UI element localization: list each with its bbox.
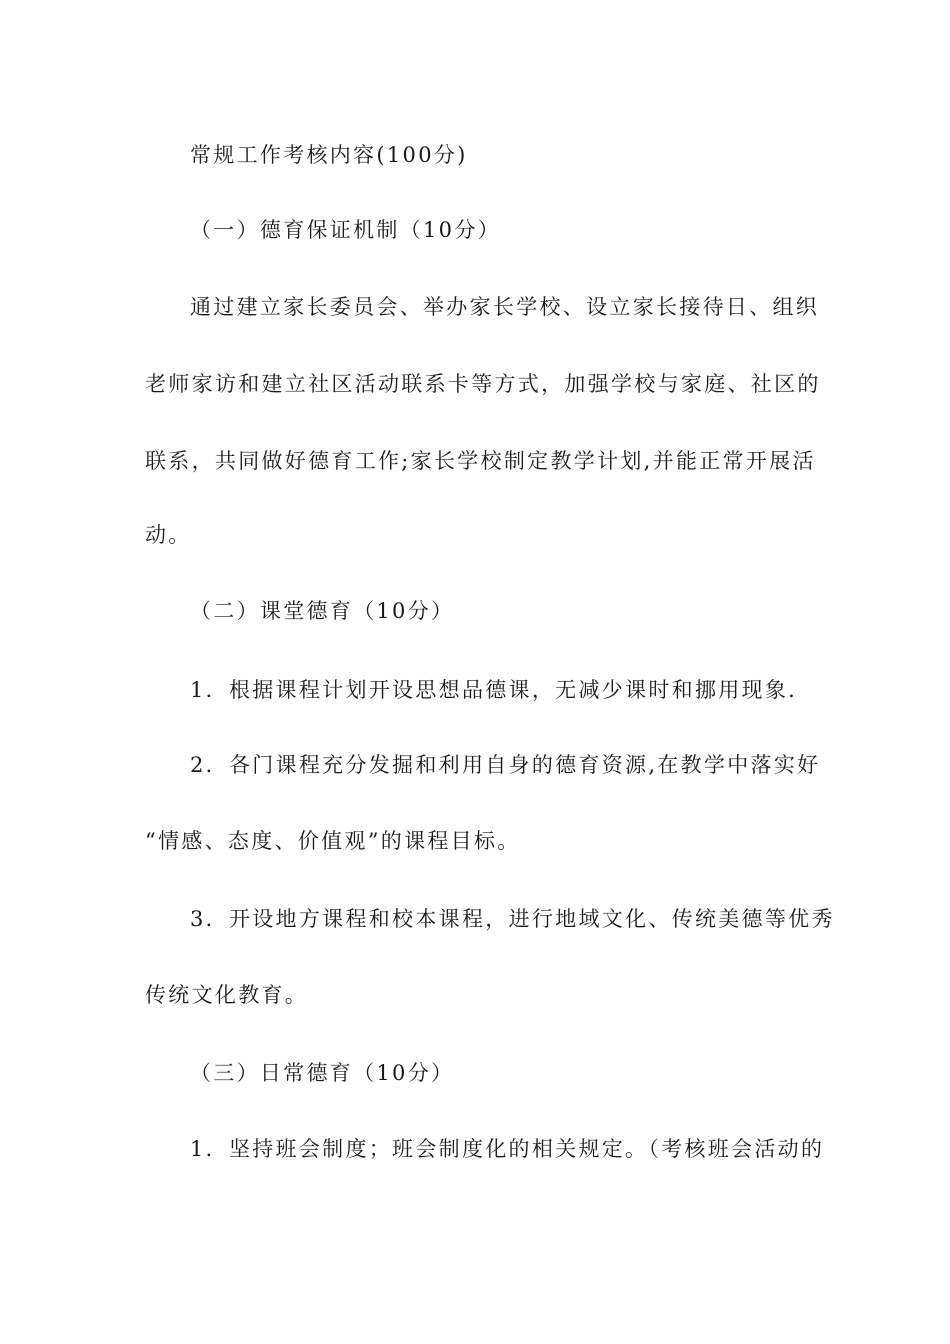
doc-heading: 常规工作考核内容(100分) [190, 143, 468, 167]
paragraph-line: 动。 [145, 523, 192, 547]
paragraph-line: 老师家访和建立社区活动联系卡等方式，加强学校与家庭、社区的 [145, 372, 821, 396]
section-heading-3: （三）日常德育（10分） [190, 1061, 455, 1085]
paragraph-line: 通过建立家长委员会、举办家长学校、设立家长接待日、组织 [190, 295, 820, 319]
list-item: 3．开设地方课程和校本课程，进行地域文化、传统美德等优秀 [190, 907, 835, 931]
paragraph-line: 传统文化教育。 [145, 983, 309, 1007]
list-item: 2．各门课程充分发掘和利用自身的德育资源,在教学中落实好 [190, 753, 821, 777]
section-heading-2: （二）课堂德育（10分） [190, 599, 455, 623]
list-item: 1．根据课程计划开设思想品德课，无减少课时和挪用现象. [190, 678, 798, 702]
section-heading-1: （一）德育保证机制（10分） [190, 218, 501, 242]
paragraph-line: “情感、态度、价值观”的课程目标。 [145, 829, 521, 853]
list-item: 1．坚持班会制度；班会制度化的相关规定。（考核班会活动的 [190, 1137, 825, 1161]
paragraph-line: 联系，共同做好德育工作;家长学校制定教学计划,并能正常开展活 [145, 449, 816, 473]
